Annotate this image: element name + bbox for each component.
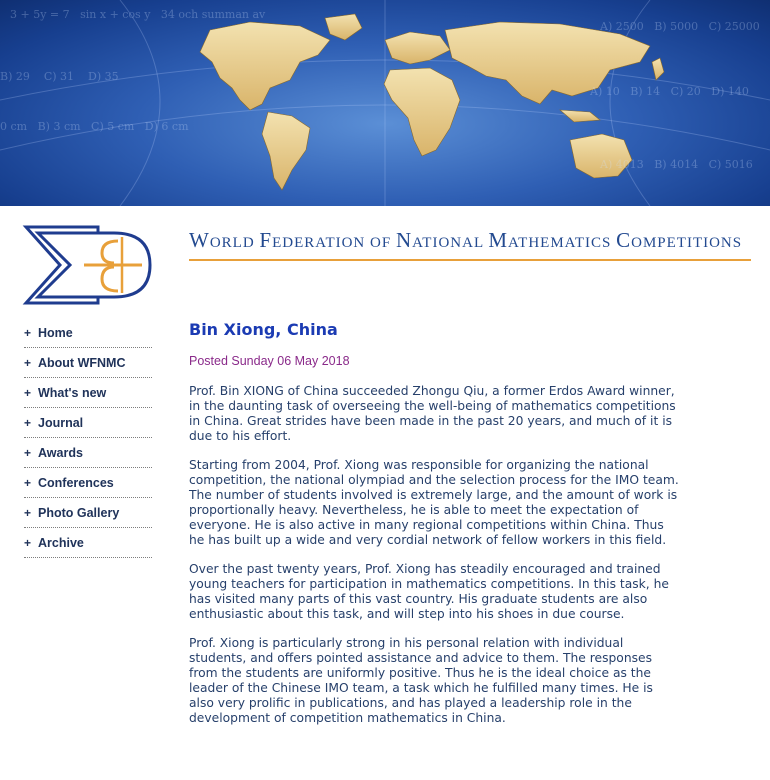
- nav-item-label: Journal: [38, 415, 84, 430]
- article-paragraph: Prof. Bin XIONG of China succeeded Zhongu Qiu, a former Erdos Award winner, in the daunting task of overseeing the well-being of mathematics competitions in China. Great strides have been made in the past 20 years, and much of it is due to his effort.: [189, 384, 676, 443]
- plus-icon: +: [24, 505, 32, 520]
- nav-item-awards[interactable]: [24, 438, 152, 468]
- nav-item-label: What's new: [38, 385, 107, 400]
- nav-item-conferences[interactable]: [24, 468, 152, 498]
- nav-item-label: Photo Gallery: [38, 505, 120, 520]
- nav-item-label: Home: [38, 325, 73, 340]
- nav-item-journal[interactable]: [24, 408, 152, 438]
- plus-icon: +: [24, 325, 32, 340]
- plus-icon: +: [24, 535, 32, 550]
- nav-item-archive[interactable]: [24, 528, 152, 558]
- world-map-banner: 3 + 5y = 7 sin x + cos y 34 och summan av B) 29 C) 31 D) 35 0 cm B) 3 cm C) 5 cm D) 6 cm A) 2500 B) 5000 C) 25000 A) 10 B) 14 C) 20 D) 140 A) 4013 B) 4014 C) 5016: [0, 0, 770, 206]
- post-title: Bin Xiong, China: [189, 320, 338, 339]
- post-date: Posted Sunday 06 May 2018: [189, 354, 350, 368]
- plus-icon: +: [24, 445, 32, 460]
- nav-item-label: Conferences: [38, 475, 114, 490]
- sidebar-nav: [24, 318, 152, 558]
- site-title: [189, 228, 751, 253]
- sigma-epsilon-delta-logo-icon: [22, 223, 154, 307]
- nav-item-photo-gallery[interactable]: [24, 498, 152, 528]
- site-title-word: COMPETITIONS: [616, 228, 743, 252]
- nav-item-label: Awards: [38, 445, 83, 460]
- article-paragraph: Prof. Xiong is particularly strong in his personal relation with individual students, and offers pointed assistance and advice to them. The responses from the students are uniformly positive. Thus he is the ideal choice as the leader of the Chinese IMO team, a task which he fulfilled many times. He is also very prolific in publications, and has played a leadership role in the development of competition mathematics in China.: [189, 636, 653, 725]
- nav-item-about[interactable]: [24, 348, 152, 378]
- plus-icon: +: [24, 415, 32, 430]
- article: [189, 318, 679, 726]
- title-divider: [189, 259, 751, 261]
- nav-item-label: Archive: [38, 535, 84, 550]
- site-title-word: MATHEMATICS: [488, 228, 617, 252]
- plus-icon: +: [24, 475, 32, 490]
- article-paragraph: Starting from 2004, Prof. Xiong was responsible for organizing the national competition, the national olympiad and the selection process for the IMO team. The number of students involved is extremely large, and the amount of work is proportionally heavy. Nevertheless, he is able to meet the expectation of everyone. He is also active in many regional competitions within China. Thus he has built up a wide and very cordial network of fellow workers in this field.: [189, 458, 679, 547]
- nav-item-home[interactable]: [24, 318, 152, 348]
- plus-icon: +: [24, 355, 32, 370]
- site-title-word: FEDERATION OF: [259, 228, 396, 252]
- article-paragraph: Over the past twenty years, Prof. Xiong has steadily encouraged and trained young teachers for participation in mathematics competitions. In this task, he has visited many parts of this vast country. His graduate students are also enthusiastic about this task, and will step into his shoes in due course.: [189, 562, 669, 621]
- nav-item-whats-new[interactable]: [24, 378, 152, 408]
- wfnmc-logo[interactable]: [22, 223, 154, 307]
- plus-icon: +: [24, 385, 32, 400]
- site-title-word: NATIONAL: [395, 228, 489, 252]
- nav-item-label: About WFNMC: [38, 355, 126, 370]
- site-title-word: WORLD: [189, 228, 260, 252]
